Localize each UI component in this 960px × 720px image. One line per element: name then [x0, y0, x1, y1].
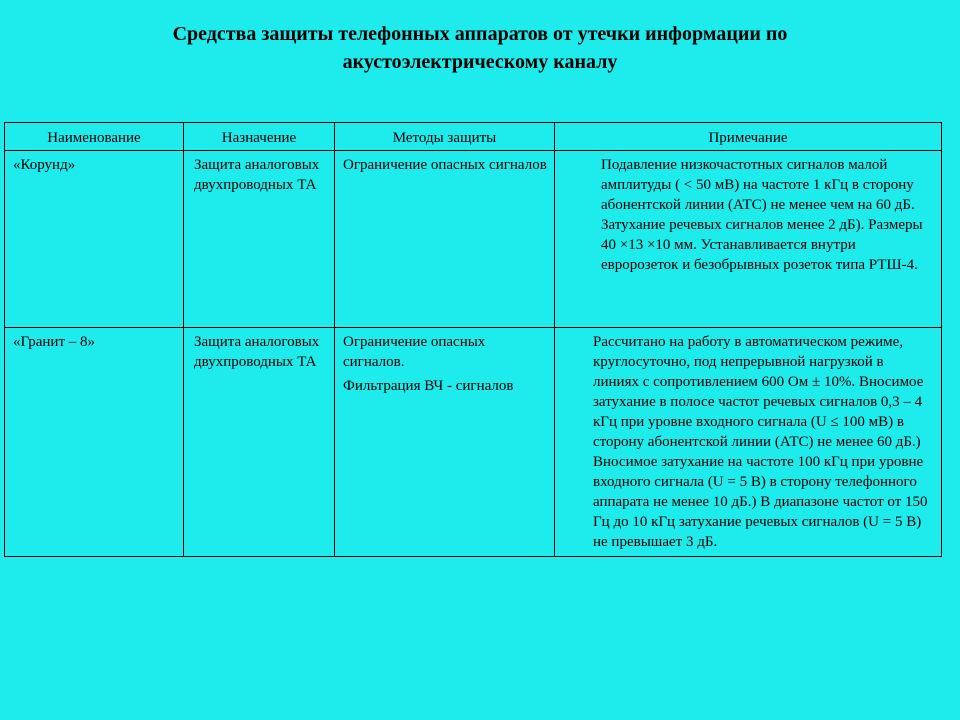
table-row-granit-8: [5, 328, 942, 557]
page-title-line-2: акустоэлектрическому каналу: [342, 51, 618, 73]
cell-methods: [335, 151, 555, 328]
table-header-row: [5, 123, 942, 151]
cell-purpose: Защита аналоговых двухпроводных ТА: [184, 328, 335, 557]
header-methods: Методы защиты: [335, 123, 555, 151]
method-item: Фильтрация ВЧ - сигналов: [343, 378, 514, 394]
table-row-korund: [5, 151, 942, 328]
cell-note: Рассчитано на работу в автоматическом режиме, круглосуточно, под непрерывной нагрузкой в линиях с сопротивлением 600 Ом ± 10%. Вносимое затухание в полосе частот речевых сигналов 0,3 – 4 кГц при уровне входного сигнала (U ≤ 100 мВ) в сторону абонентской линии (АТС) не менее 60 дБ.) Вносимое затухание на частоте 100 кГц при уровне входного сигнала (U = 5 В) в сторону телефонного аппарата не менее 10 дБ.) В диапазоне частот от 150 Гц до 10 кГц затухание речевых сигналов (U = 5 В) не превышает 3 дБ.: [555, 328, 942, 557]
header-purpose: Назначение: [184, 123, 335, 151]
header-name: Наименование: [5, 123, 184, 151]
method-item: Ограничение опасных сигналов: [343, 157, 547, 173]
cell-device-name: «Гранит – 8»: [5, 328, 184, 557]
cell-device-name: «Корунд»: [5, 151, 184, 328]
method-item: Ограничение опасных сигналов.: [343, 334, 486, 370]
header-note: Примечание: [555, 123, 942, 151]
cell-note: Подавление низкочастотных сигналов малой амплитуды ( < 50 мВ) на частоте 1 кГц в сторону абонентской линии (АТС) не менее чем на 60 дБ. Затухание речевых сигналов менее 2 дБ). Размеры 40 ×13 ×10 мм. Устанавливается внутри евророзеток и безобрывных розеток типа РТШ-4.: [555, 151, 942, 328]
page-title-line-1: Средства защиты телефонных аппаратов от утечки информации по: [172, 23, 788, 45]
cell-methods: [335, 328, 555, 557]
page-title: [60, 20, 900, 76]
protection-devices-table: [4, 122, 942, 557]
cell-purpose: Защита аналоговых двухпроводных ТА: [184, 151, 335, 328]
